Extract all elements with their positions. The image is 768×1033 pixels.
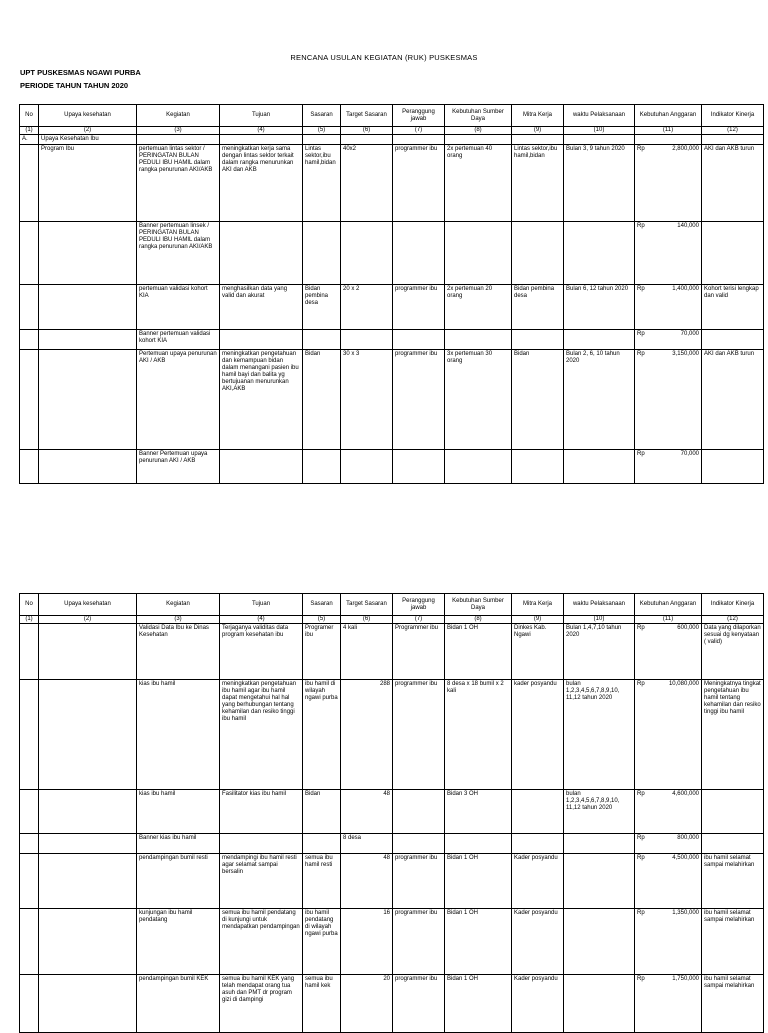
column-header: Kegiatan — [137, 105, 220, 127]
header-row — [20, 105, 764, 127]
cell-penanggung-jawab: programmer ibu — [393, 975, 445, 1033]
table-row — [20, 330, 764, 350]
cell-indikator: ibu hamil selamat sampai melahirkan — [702, 975, 764, 1033]
budget-value: 4,600,000 — [672, 791, 699, 797]
column-header: Sasaran — [303, 105, 341, 127]
column-header: Mitra Kerja — [512, 105, 564, 127]
currency-label: Rp — [637, 625, 645, 631]
section-empty-cell — [564, 135, 635, 145]
period-label: PERIODE TAHUN TAHUN 2020 — [20, 81, 129, 90]
table-row — [20, 285, 764, 330]
cell-tujuan — [220, 222, 303, 285]
cell-anggaran — [635, 145, 702, 222]
cell-target — [341, 330, 393, 350]
cell-sumber-daya — [445, 450, 512, 484]
cell-mitra — [512, 790, 564, 834]
cell-target: 20 — [341, 975, 393, 1033]
cell-sasaran: Lintas sektor,ibu hamil,bidan — [303, 145, 341, 222]
column-header: Peranggung jawab — [393, 105, 445, 127]
section-empty-cell — [137, 135, 220, 145]
budget-amount — [637, 146, 699, 153]
column-number: (7) — [393, 127, 445, 135]
cell-indikator: ibu hamil selamat sampai melahirkan — [702, 909, 764, 975]
cell-no — [20, 790, 39, 834]
column-number: (9) — [512, 127, 564, 135]
cell-tujuan: meningkatkan pengetahuan ibu hamil agar ibu hamil dapat mengetahui hal hal yang berhubungan tentang kehamilan dan resiko tinggi ibu hamil — [220, 680, 303, 790]
cell-mitra: Bidan pembina desa — [512, 285, 564, 330]
cell-upaya — [39, 909, 137, 975]
cell-indikator — [702, 222, 764, 285]
table-row — [20, 145, 764, 222]
cell-sumber-daya — [445, 834, 512, 854]
table-row — [20, 350, 764, 450]
section-label: Upaya Kesehatan Ibu — [39, 135, 137, 145]
cell-no — [20, 854, 39, 909]
cell-penanggung-jawab: programmer ibu — [393, 145, 445, 222]
table-row — [20, 680, 764, 790]
budget-value: 70,000 — [680, 451, 699, 457]
cell-sumber-daya — [445, 222, 512, 285]
cell-anggaran — [635, 680, 702, 790]
cell-anggaran — [635, 624, 702, 680]
cell-mitra — [512, 450, 564, 484]
cell-tujuan: semua ibu hamil pendatang di kunjungi untuk mendapatkan pendampingan — [220, 909, 303, 975]
cell-penanggung-jawab — [393, 222, 445, 285]
budget-amount — [637, 286, 699, 293]
cell-sasaran: semua ibu hamil kek — [303, 975, 341, 1033]
column-number: (6) — [341, 127, 393, 135]
section-empty-cell — [445, 135, 512, 145]
budget-amount — [637, 835, 699, 842]
cell-sasaran: ibu hamil di wilayah ngawi purba — [303, 680, 341, 790]
budget-amount — [637, 910, 699, 917]
column-number: (1) — [20, 616, 39, 624]
column-number: (11) — [635, 616, 702, 624]
cell-indikator — [702, 834, 764, 854]
cell-mitra: Kader posyandu — [512, 854, 564, 909]
cell-target: 4 kali — [341, 624, 393, 680]
currency-label: Rp — [637, 855, 645, 861]
cell-anggaran — [635, 909, 702, 975]
cell-mitra — [512, 222, 564, 285]
cell-sumber-daya: Bidan 3 OH — [445, 790, 512, 834]
table-row — [20, 222, 764, 285]
table-row — [20, 450, 764, 484]
column-header: Tujuan — [220, 105, 303, 127]
column-number: (9) — [512, 616, 564, 624]
table-1-body — [20, 105, 764, 484]
column-header: Target Sasaran — [341, 105, 393, 127]
cell-kegiatan: kias ibu hamil — [137, 790, 220, 834]
budget-amount — [637, 331, 699, 338]
cell-sumber-daya: 8 desa x 18 bumil x 2 kali — [445, 680, 512, 790]
cell-tujuan: meningkatkan pengetahuan dan kemampuan bidan dalam menangani pasien ibu hamil bayi dan balita yg bertujuanan menurunkan AKI,AKB — [220, 350, 303, 450]
column-number: (10) — [564, 127, 635, 135]
cell-target: 30 x 3 — [341, 350, 393, 450]
budget-value: 1,400,000 — [672, 286, 699, 292]
column-header: Target Sasaran — [341, 594, 393, 616]
cell-no — [20, 450, 39, 484]
cell-tujuan — [220, 834, 303, 854]
cell-no — [20, 330, 39, 350]
cell-waktu — [564, 834, 635, 854]
budget-amount — [637, 976, 699, 983]
cell-penanggung-jawab — [393, 834, 445, 854]
cell-sasaran: ibu hamil pendatang di wilayah ngawi purba — [303, 909, 341, 975]
cell-penanggung-jawab: programmer ibu — [393, 854, 445, 909]
section-empty-cell — [393, 135, 445, 145]
table-row — [20, 854, 764, 909]
cell-upaya — [39, 680, 137, 790]
column-number: (3) — [137, 616, 220, 624]
cell-sasaran: Bidan pembina desa — [303, 285, 341, 330]
budget-amount — [637, 855, 699, 862]
column-number: (12) — [702, 127, 764, 135]
currency-label: Rp — [637, 451, 645, 457]
header-row — [20, 594, 764, 616]
cell-no — [20, 222, 39, 285]
cell-upaya — [39, 450, 137, 484]
column-number: (2) — [39, 127, 137, 135]
cell-sasaran — [303, 330, 341, 350]
cell-indikator: Meningkatnya tingkat pengetahuan ibu hamil tentang kehamilan dan resiko tinggi ibu hamil — [702, 680, 764, 790]
cell-tujuan: Fasilitator kias ibu hamil — [220, 790, 303, 834]
currency-label: Rp — [637, 835, 645, 841]
section-number: A. — [20, 135, 39, 145]
table-row — [20, 790, 764, 834]
cell-mitra — [512, 330, 564, 350]
cell-indikator: AKI dan AKB turun — [702, 350, 764, 450]
ruk-table-1 — [19, 104, 764, 484]
budget-value: 140,000 — [677, 223, 699, 229]
currency-label: Rp — [637, 351, 645, 357]
cell-mitra: kader posyandu — [512, 680, 564, 790]
cell-kegiatan: pendampingan bumil resti — [137, 854, 220, 909]
column-number: (3) — [137, 127, 220, 135]
cell-sumber-daya: Bidan 1 OH — [445, 854, 512, 909]
cell-mitra: Kader posyandu — [512, 975, 564, 1033]
document-title: RENCANA USULAN KEGIATAN (RUK) PUSKESMAS — [290, 53, 478, 62]
cell-upaya — [39, 790, 137, 834]
cell-upaya — [39, 854, 137, 909]
budget-value: 2,800,000 — [672, 146, 699, 152]
section-row — [20, 135, 764, 145]
budget-amount — [637, 223, 699, 230]
cell-indikator — [702, 330, 764, 350]
budget-amount — [637, 681, 699, 688]
cell-target: 48 — [341, 790, 393, 834]
cell-waktu: bulan 1,2,3,4,5,6,7,8,9,10, 11,12 tahun 2020 — [564, 680, 635, 790]
cell-penanggung-jawab: programmer ibu — [393, 350, 445, 450]
cell-target — [341, 222, 393, 285]
cell-indikator — [702, 450, 764, 484]
cell-anggaran — [635, 834, 702, 854]
column-header: Mitra Kerja — [512, 594, 564, 616]
cell-tujuan — [220, 330, 303, 350]
column-number: (5) — [303, 616, 341, 624]
budget-value: 10,080,000 — [668, 681, 699, 687]
column-header: No — [20, 105, 39, 127]
cell-sumber-daya: Bidan 1 OH — [445, 624, 512, 680]
cell-no — [20, 909, 39, 975]
column-header: Indikator Kinerja — [702, 105, 764, 127]
cell-target: 16 — [341, 909, 393, 975]
cell-anggaran — [635, 350, 702, 450]
budget-value: 70,000 — [680, 331, 699, 337]
currency-label: Rp — [637, 681, 645, 687]
column-number: (5) — [303, 127, 341, 135]
column-number: (8) — [445, 127, 512, 135]
cell-waktu — [564, 330, 635, 350]
cell-mitra — [512, 834, 564, 854]
column-number: (1) — [20, 127, 39, 135]
cell-no — [20, 145, 39, 222]
cell-sumber-daya: 2x pertemuan 40 orang — [445, 145, 512, 222]
cell-kegiatan: pertemuan lintas sektor / PERINGATAN BULAN PEDULI IBU HAMIL dalam rangka penurunan AKI/AKB — [137, 145, 220, 222]
table-row — [20, 909, 764, 975]
cell-no — [20, 624, 39, 680]
cell-sasaran: Bidan — [303, 790, 341, 834]
cell-anggaran — [635, 285, 702, 330]
cell-kegiatan: Validasi Data Ibu ke Dinas Kesehatan — [137, 624, 220, 680]
cell-tujuan: meningkatkan kerja sama dengan lintas sektor terkait dalam rangka menurunkan AKI dan AKB — [220, 145, 303, 222]
budget-amount — [637, 791, 699, 798]
cell-penanggung-jawab: programmer ibu — [393, 285, 445, 330]
budget-amount — [637, 351, 699, 358]
column-header: No — [20, 594, 39, 616]
cell-kegiatan: Banner Pertemuan upaya penurunan AKI / AKB — [137, 450, 220, 484]
column-number: (2) — [39, 616, 137, 624]
cell-upaya — [39, 222, 137, 285]
cell-upaya — [39, 285, 137, 330]
budget-amount — [637, 625, 699, 632]
cell-sumber-daya: Bidan 1 OH — [445, 975, 512, 1033]
cell-target: 8 desa — [341, 834, 393, 854]
cell-penanggung-jawab: programmer ibu — [393, 909, 445, 975]
table-row — [20, 624, 764, 680]
column-number: (4) — [220, 616, 303, 624]
section-empty-cell — [220, 135, 303, 145]
column-header: Kebutuhan Sumber Daya — [445, 594, 512, 616]
ruk-table-2 — [19, 593, 764, 1033]
cell-indikator: Data yang dilaporkan sesuai dg kenyataan ( valid) — [702, 624, 764, 680]
column-number: (8) — [445, 616, 512, 624]
currency-label: Rp — [637, 976, 645, 982]
cell-no — [20, 680, 39, 790]
cell-sumber-daya: 2x pertemuan 20 orang — [445, 285, 512, 330]
column-number-row — [20, 127, 764, 135]
cell-penanggung-jawab — [393, 450, 445, 484]
column-number: (11) — [635, 127, 702, 135]
cell-waktu — [564, 854, 635, 909]
cell-waktu: Bulan 2, 6, 10 tahun 2020 — [564, 350, 635, 450]
table-2-body — [20, 594, 764, 1033]
unit-name: UPT PUSKESMAS NGAWI PURBA — [20, 68, 141, 77]
cell-upaya — [39, 624, 137, 680]
section-empty-cell — [702, 135, 764, 145]
cell-waktu — [564, 450, 635, 484]
column-number-row — [20, 616, 764, 624]
column-header: Kebutuhan Sumber Daya — [445, 105, 512, 127]
budget-value: 3,150,000 — [672, 351, 699, 357]
column-header: Kebutuhan Anggaran — [635, 594, 702, 616]
cell-tujuan: mendampingi ibu hamil resti agar selamat sampai bersalin — [220, 854, 303, 909]
cell-waktu: Bulan 1,4,7,10 tahun 2020 — [564, 624, 635, 680]
column-header: Upaya kesehatan — [39, 594, 137, 616]
column-number: (4) — [220, 127, 303, 135]
cell-indikator — [702, 790, 764, 834]
column-header: waktu Pelaksanaan — [564, 594, 635, 616]
currency-label: Rp — [637, 286, 645, 292]
cell-kegiatan: Banner pertemuan linsek / PERINGATAN BULAN PEDULI IBU HAMIL dalam rangka penurunan AKI/AKB — [137, 222, 220, 285]
cell-indikator: Kohort terisi lengkap dan valid — [702, 285, 764, 330]
column-header: Upaya kesehatan — [39, 105, 137, 127]
cell-anggaran — [635, 854, 702, 909]
budget-amount — [637, 451, 699, 458]
cell-mitra: Dinkes Kab. Ngawi — [512, 624, 564, 680]
currency-label: Rp — [637, 791, 645, 797]
budget-value: 4,500,000 — [672, 855, 699, 861]
budget-value: 600,000 — [677, 625, 699, 631]
cell-tujuan: semua ibu hamil KEK yang telah mendapat orang tua asuh dan PMT dr program gizi di dampingi — [220, 975, 303, 1033]
cell-no — [20, 285, 39, 330]
column-number: (12) — [702, 616, 764, 624]
cell-no — [20, 350, 39, 450]
cell-sasaran — [303, 222, 341, 285]
cell-sasaran: Programer ibu — [303, 624, 341, 680]
currency-label: Rp — [637, 146, 645, 152]
cell-target — [341, 450, 393, 484]
cell-kegiatan: kunjungan ibu hamil pendatang — [137, 909, 220, 975]
cell-upaya: Program Ibu — [39, 145, 137, 222]
cell-tujuan — [220, 450, 303, 484]
cell-upaya — [39, 350, 137, 450]
column-header: Sasaran — [303, 594, 341, 616]
cell-no — [20, 834, 39, 854]
cell-sasaran: Bidan — [303, 350, 341, 450]
cell-mitra: Bidan — [512, 350, 564, 450]
section-empty-cell — [303, 135, 341, 145]
column-header: Tujuan — [220, 594, 303, 616]
currency-label: Rp — [637, 910, 645, 916]
cell-waktu: bulan 1,2,3,4,5,6,7,8,9,10, 11,12 tahun 2020 — [564, 790, 635, 834]
cell-waktu: Bulan 3, 9 tahun 2020 — [564, 145, 635, 222]
cell-sumber-daya: 3x pertemuan 30 orang — [445, 350, 512, 450]
budget-value: 800,000 — [677, 835, 699, 841]
column-header: Kebutuhan Anggaran — [635, 105, 702, 127]
cell-kegiatan: Pertemuan upaya penurunan AKI / AKB — [137, 350, 220, 450]
cell-indikator: AKI dan AKB turun — [702, 145, 764, 222]
cell-waktu: Bulan 6, 12 tahun 2020 — [564, 285, 635, 330]
cell-tujuan: Terjaganya validitas data program kesehatan ibu — [220, 624, 303, 680]
cell-target: 48 — [341, 854, 393, 909]
column-number: (6) — [341, 616, 393, 624]
cell-anggaran — [635, 222, 702, 285]
currency-label: Rp — [637, 223, 645, 229]
cell-mitra: Kader posyandu — [512, 909, 564, 975]
cell-sasaran — [303, 834, 341, 854]
cell-anggaran — [635, 790, 702, 834]
section-empty-cell — [635, 135, 702, 145]
table-row — [20, 834, 764, 854]
cell-upaya — [39, 834, 137, 854]
cell-penanggung-jawab: programmer ibu — [393, 680, 445, 790]
cell-waktu — [564, 222, 635, 285]
column-number: (7) — [393, 616, 445, 624]
currency-label: Rp — [637, 331, 645, 337]
cell-kegiatan: Banner kias ibu hamil — [137, 834, 220, 854]
section-empty-cell — [341, 135, 393, 145]
cell-target: 20 x 2 — [341, 285, 393, 330]
cell-indikator: ibu hamil selamat sampai melahirkan — [702, 854, 764, 909]
cell-penanggung-jawab: Programmer ibu — [393, 624, 445, 680]
cell-kegiatan: kias ibu hamil — [137, 680, 220, 790]
cell-kegiatan: Banner pertemuan validasi kohort KIA — [137, 330, 220, 350]
column-header: Peranggung jawab — [393, 594, 445, 616]
cell-penanggung-jawab — [393, 330, 445, 350]
cell-kegiatan: pendampingan bumil KEK — [137, 975, 220, 1033]
budget-value: 1,350,000 — [672, 910, 699, 916]
cell-mitra: Lintas sektor,ibu hamil,bidan — [512, 145, 564, 222]
column-header: waktu Pelaksanaan — [564, 105, 635, 127]
column-header: Indikator Kinerja — [702, 594, 764, 616]
column-header: Kegiatan — [137, 594, 220, 616]
cell-sumber-daya: Bidan 1 OH — [445, 909, 512, 975]
section-empty-cell — [512, 135, 564, 145]
cell-anggaran — [635, 330, 702, 350]
cell-sasaran — [303, 450, 341, 484]
cell-sumber-daya — [445, 330, 512, 350]
cell-sasaran: semua ibu hamil resti — [303, 854, 341, 909]
cell-penanggung-jawab — [393, 790, 445, 834]
cell-kegiatan: pertemuan validasi kohort KIA — [137, 285, 220, 330]
cell-tujuan: menghasilkan data yang valid dan akurat — [220, 285, 303, 330]
cell-target: 288 — [341, 680, 393, 790]
cell-target: 40x2 — [341, 145, 393, 222]
cell-upaya — [39, 330, 137, 350]
budget-value: 1,750,000 — [672, 976, 699, 982]
cell-waktu — [564, 909, 635, 975]
column-number: (10) — [564, 616, 635, 624]
cell-anggaran — [635, 450, 702, 484]
